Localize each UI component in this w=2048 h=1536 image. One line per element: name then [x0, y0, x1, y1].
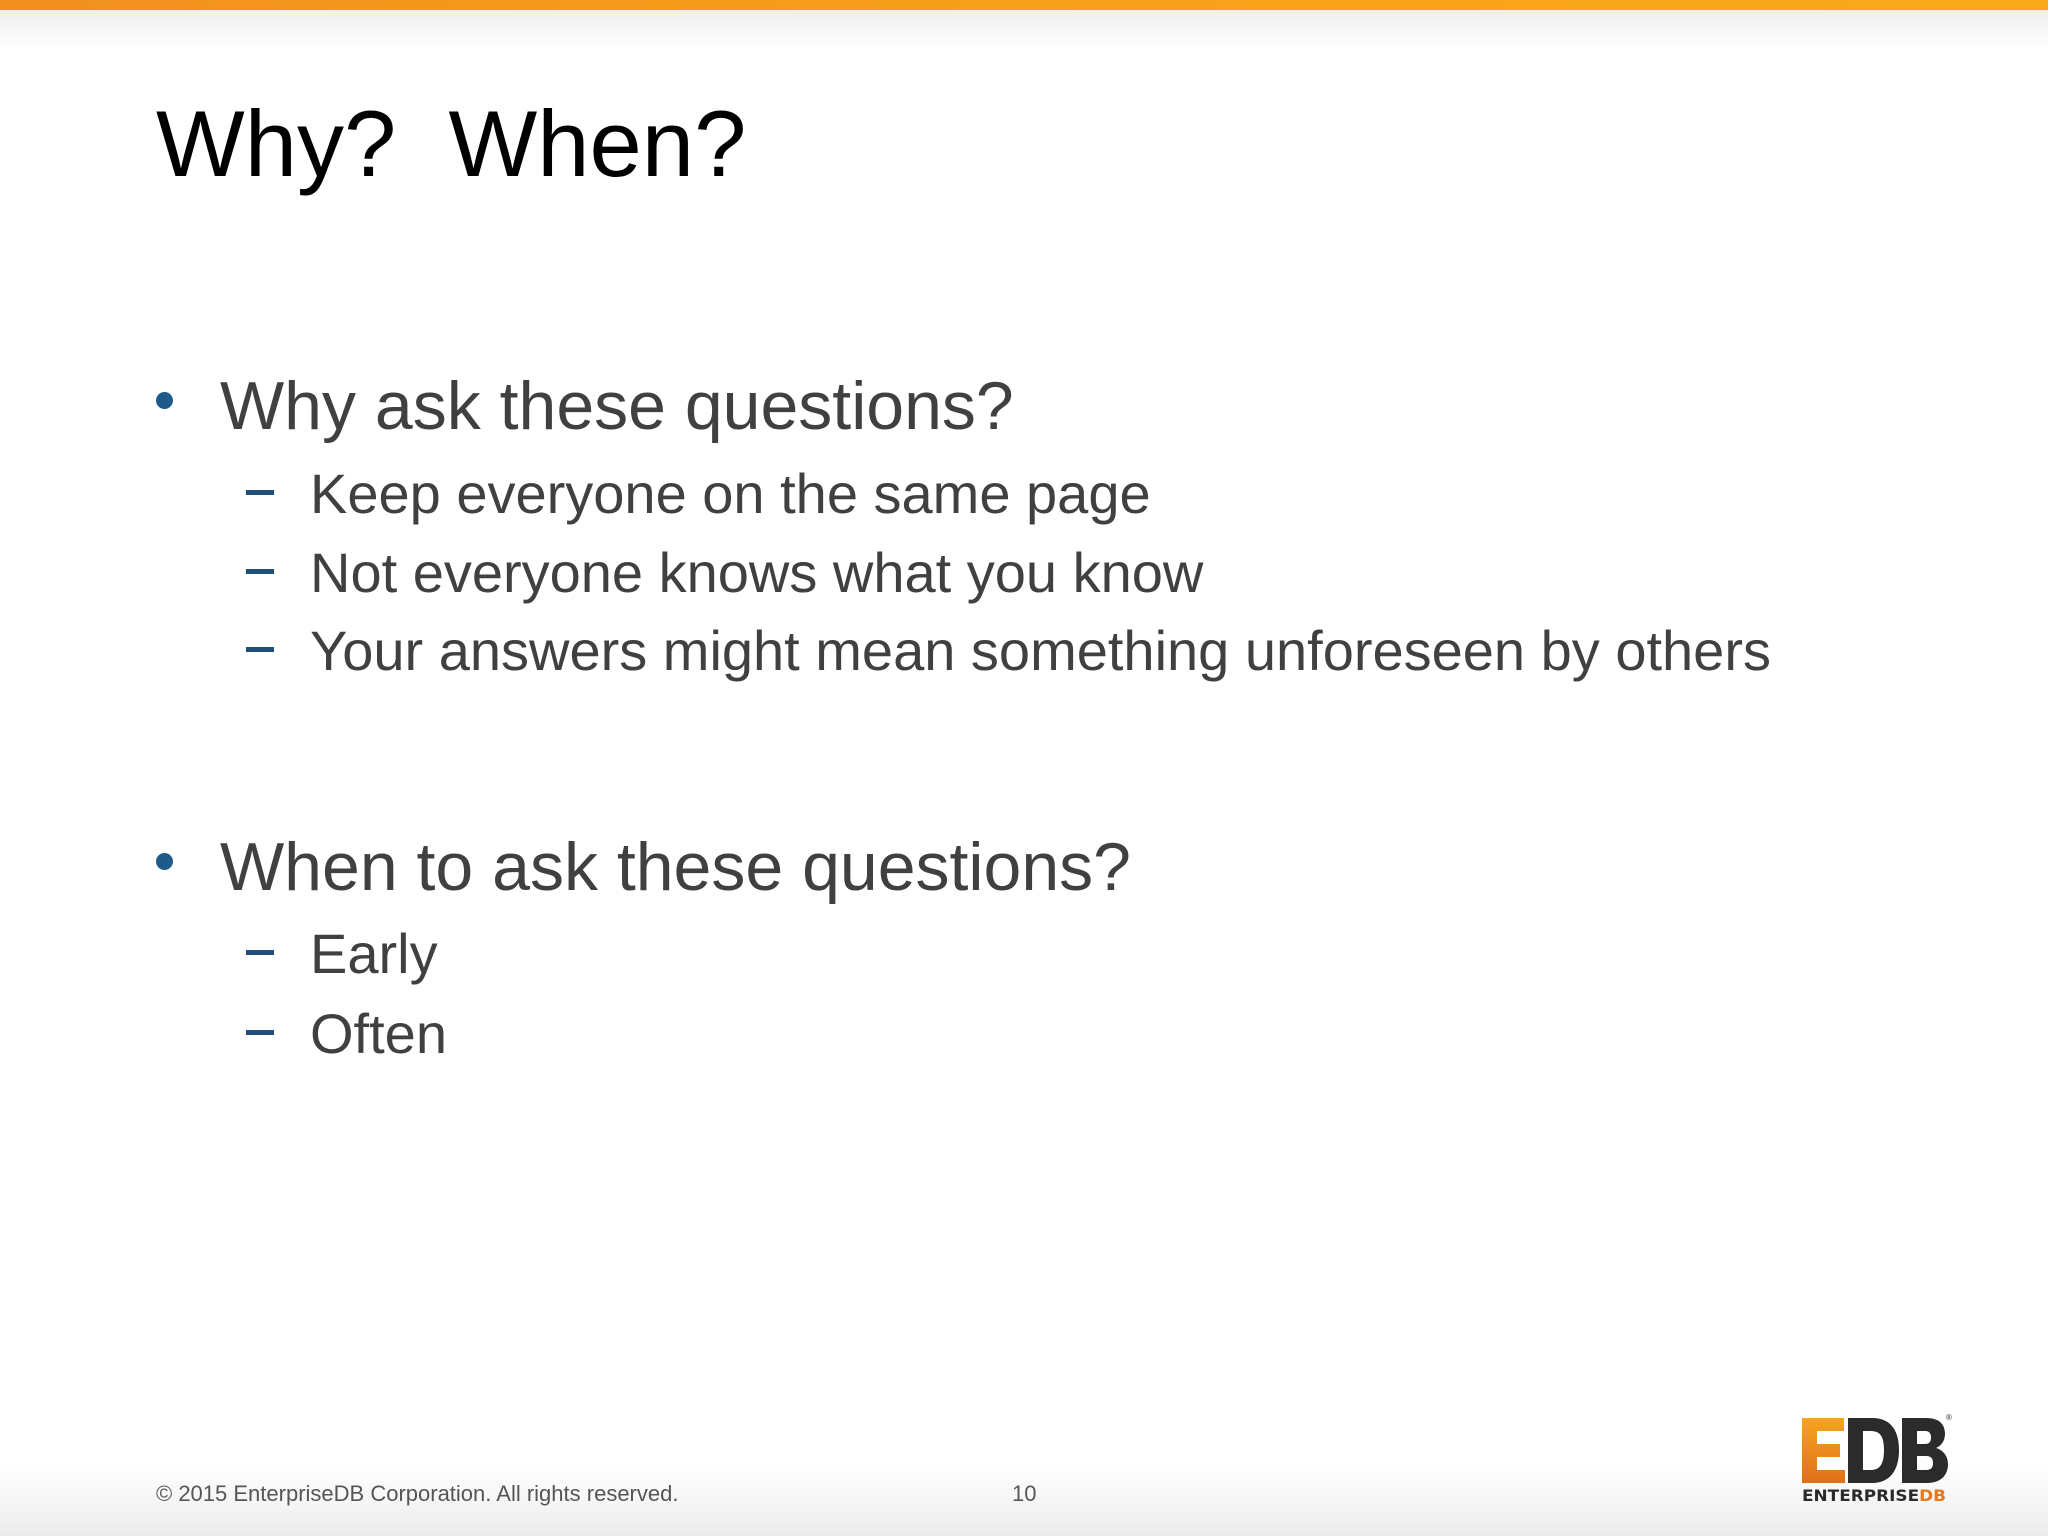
edb-logo — [1800, 1412, 1950, 1504]
page-number: 10 — [1012, 1481, 1037, 1506]
top-accent-bar — [0, 0, 2048, 10]
logo-wordmark-suffix: DB — [1919, 1486, 1945, 1505]
top-shadow — [0, 10, 2048, 50]
bullet-text: When to ask these questions? — [220, 829, 1131, 905]
sub-bullet-text: Your answers might mean something unforeseen by others — [310, 619, 1771, 682]
dash-icon — [246, 490, 274, 495]
sub-bullet-text: Keep everyone on the same page — [310, 462, 1151, 525]
registered-mark: ® — [1946, 1413, 1952, 1422]
dash-icon — [246, 1030, 274, 1035]
dash-icon — [246, 569, 274, 574]
sub-bullet-text: Not everyone knows what you know — [310, 541, 1204, 604]
sub-bullet-text: Often — [310, 1002, 447, 1065]
slide-title: Why? When? — [156, 91, 747, 196]
sub-bullet-text: Early — [310, 922, 438, 985]
bullet-text: Why ask these questions? — [220, 368, 1014, 444]
footer-copyright: © 2015 EnterpriseDB Corporation. All rights reserved. — [156, 1481, 679, 1506]
dash-icon — [246, 647, 274, 652]
svg-text:ENTERPRISEDB — [1802, 1486, 1946, 1505]
logo-wordmark-prefix: ENTERPRISE — [1802, 1486, 1913, 1505]
bullet-dot-icon — [156, 392, 173, 409]
bullet-dot-icon — [156, 853, 173, 870]
dash-icon — [246, 950, 274, 955]
